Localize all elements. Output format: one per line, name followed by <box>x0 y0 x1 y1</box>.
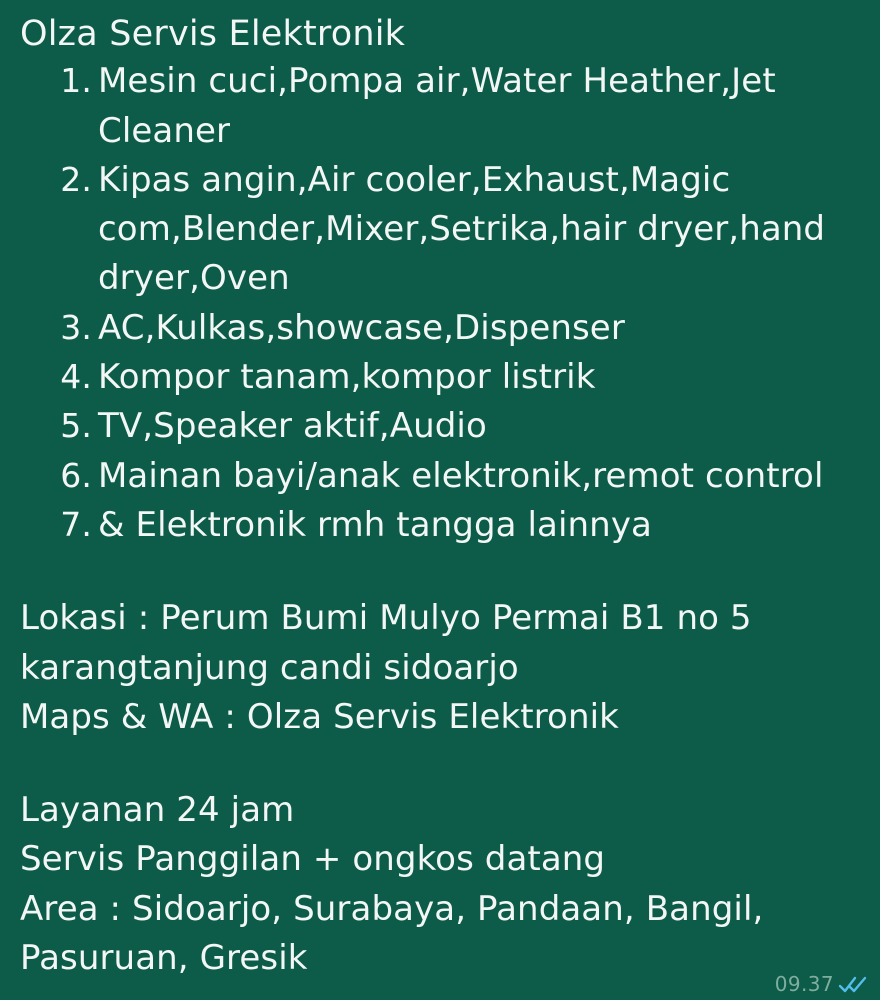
spacer <box>20 742 862 786</box>
list-item: TV,Speaker aktif,Audio <box>98 406 487 447</box>
list-item: AC,Kulkas,showcase,Dispenser <box>98 307 625 348</box>
spacer <box>20 550 862 594</box>
double-check-icon <box>838 974 868 996</box>
service-area: Area : Sidoarjo, Surabaya, Pandaan, Bangil, Pasuruan, Gresik <box>20 888 764 979</box>
list-item: Kompor tanam,kompor listrik <box>98 357 596 398</box>
service-info-block <box>20 786 862 983</box>
service-callout: Servis Panggilan + ongkos datang <box>20 839 606 880</box>
service-list <box>20 57 862 550</box>
list-item: Mesin cuci,Pompa air,Water Heather,Jet Cleaner <box>98 61 776 151</box>
location-address: Lokasi : Perum Bumi Mulyo Permai B1 no 5 karangtanjung candi sidoarjo <box>20 598 752 688</box>
service-hours: Layanan 24 jam <box>20 790 295 831</box>
message-timestamp: 09.37 <box>774 972 834 996</box>
list-item: & Elektronik rmh tangga lainnya <box>98 504 652 545</box>
location-contact: Maps & WA : Olza Servis Elektronik <box>20 696 619 737</box>
list-item: Mainan bayi/anak elektronik,remot control <box>98 455 824 496</box>
list-item: Kipas angin,Air cooler,Exhaust,Magic com,Blender,Mixer,Setrika,hair dryer,hand dryer,Oven <box>98 159 826 299</box>
page-title: Olza Servis Elektronik <box>20 14 406 54</box>
location-block <box>20 594 862 742</box>
